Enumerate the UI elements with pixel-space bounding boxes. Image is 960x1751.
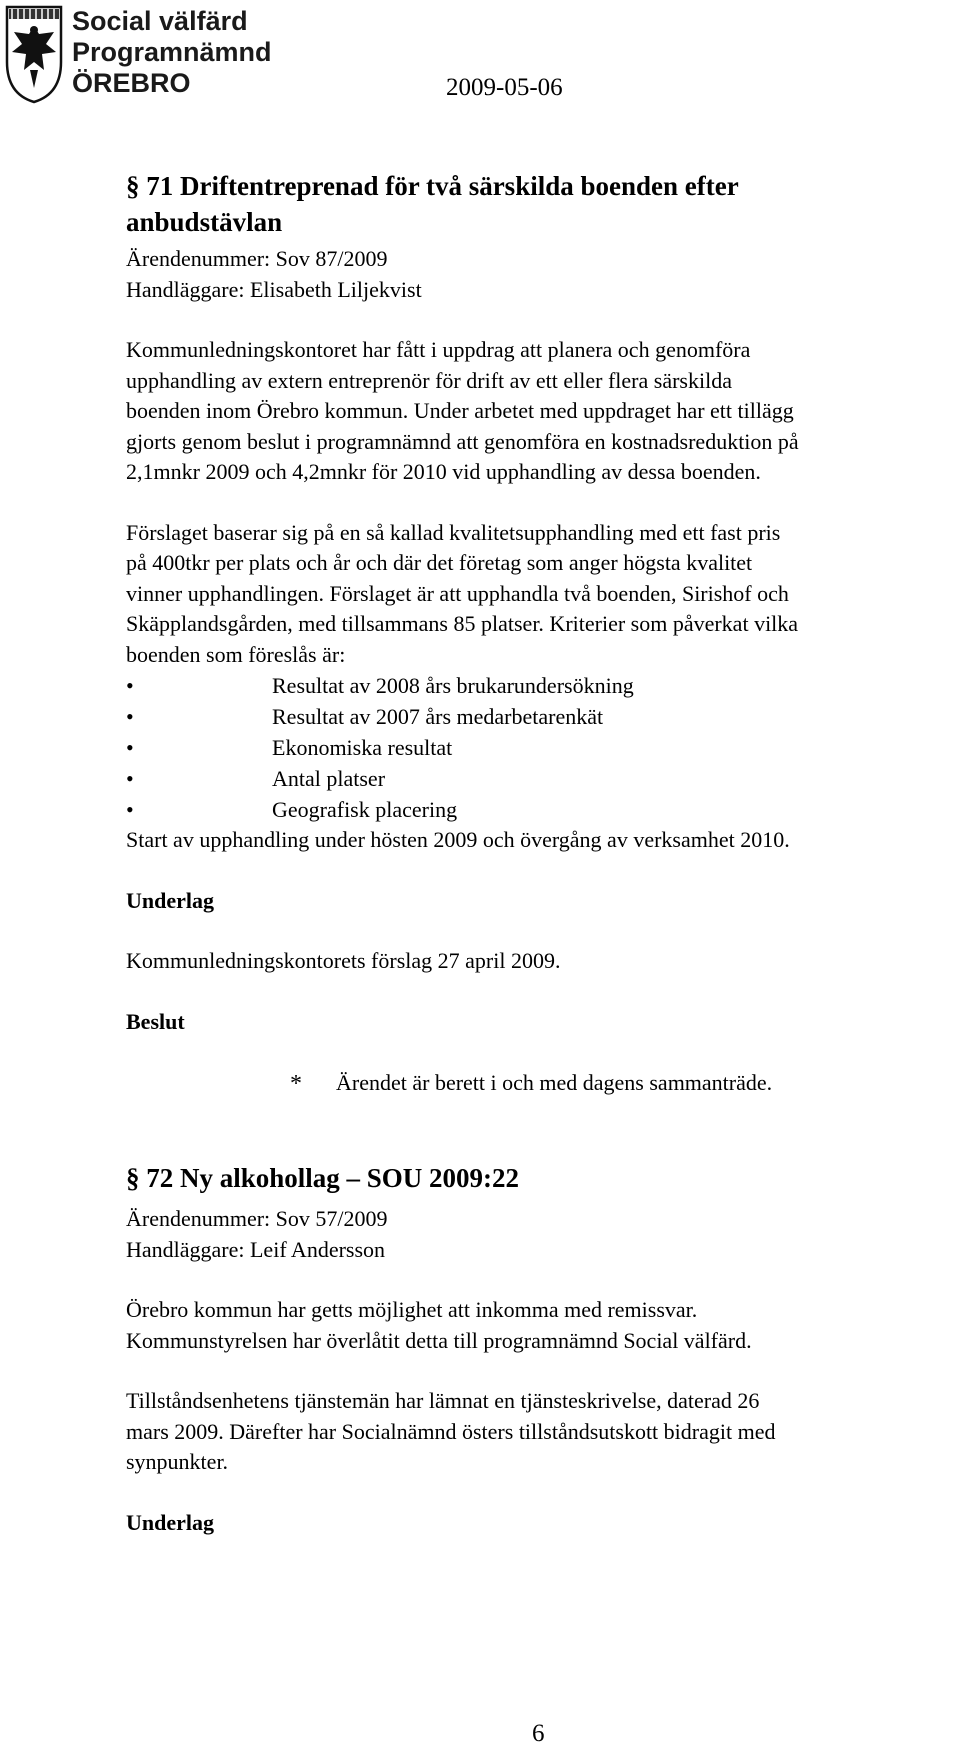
paragraph-line: på 400tkr per plats och år och där det företag som anger högsta kvalitet: [126, 550, 753, 575]
paragraph-line: boenden inom Örebro kommun. Under arbetet med uppdraget har ett tillägg: [126, 398, 794, 423]
orebro-coat-of-arms-icon: [4, 4, 64, 104]
bullet-icon: •: [126, 735, 134, 760]
section-71-title: [126, 168, 946, 204]
paragraph-line: gjorts genom beslut i programnämnd att genomföra en kostnadsreduktion på: [126, 428, 799, 454]
section-symbol: §: [126, 1163, 140, 1193]
paragraph-line: boenden som föreslås är:: [126, 641, 346, 667]
section-72-case-number: Ärendenummer: Sov 57/2009: [126, 1206, 388, 1231]
section-72-title: [126, 1160, 946, 1196]
paragraph-line: upphandling av extern entreprenör för drift av ett eller flera särskilda: [126, 367, 732, 393]
paragraph-line: Förslaget baserar sig på en så kallad kvalitetsupphandling med ett fast pris: [126, 519, 781, 545]
list-item: [126, 670, 946, 701]
page-header: [0, 0, 960, 120]
section-71-paragraph-2: [126, 518, 946, 671]
list-item-text: Antal platser: [272, 766, 386, 791]
paragraph-line: 2,1mnkr 2009 och 4,2mnkr för 2010 vid upphandling av dessa boenden.: [126, 459, 761, 484]
list-item: [126, 794, 946, 825]
list-item: [126, 732, 946, 763]
bullet-icon: •: [126, 797, 134, 822]
section-72-paragraph-2: [126, 1386, 946, 1478]
list-item: [126, 763, 946, 794]
section-72-paragraph-1: [126, 1295, 946, 1356]
paragraph-line: Örebro kommun har getts möjlighet att inkomma med remissvar.: [126, 1297, 698, 1322]
asterisk-icon: *: [290, 1071, 302, 1097]
list-item: [126, 701, 946, 732]
org-name-line1: Social välfärd: [72, 6, 248, 36]
section-72-handler: Handläggare: Leif Andersson: [126, 1236, 386, 1262]
document-body: [126, 168, 946, 1538]
paragraph-line: Skäpplandsgården, med tillsammans 85 platser. Kriterier som påverkat vilka: [126, 611, 799, 636]
section-71-closing: Start av upphandling under hösten 2009 och övergång av verksamhet 2010.: [126, 827, 790, 852]
section-72: [126, 1160, 946, 1538]
section-71-title-line2: anbudstävlan: [126, 207, 283, 237]
list-item-text: Ekonomiska resultat: [272, 735, 453, 760]
beslut-text: Ärendet är berett i och med dagens sammanträde.: [336, 1070, 773, 1095]
criteria-list: [126, 670, 946, 825]
underlag-heading: Underlag: [126, 1509, 214, 1535]
page-number: 6: [532, 1720, 545, 1747]
section-72-title-text: 72 Ny alkohollag – SOU 2009:22: [146, 1163, 520, 1193]
section-symbol: §: [126, 171, 140, 201]
bullet-icon: •: [126, 704, 134, 729]
org-name-line3: ÖREBRO: [72, 68, 191, 98]
organization-logo-text: [72, 6, 272, 99]
paragraph-line: Kommunledningskontoret har fått i uppdrag att planera och genomföra: [126, 337, 751, 362]
underlag-heading: Underlag: [126, 887, 214, 913]
paragraph-line: vinner upphandlingen. Förslaget är att upphandla två boenden, Sirishof och: [126, 580, 789, 606]
beslut-heading: Beslut: [126, 1008, 185, 1034]
org-name-line2: Programnämnd: [72, 37, 272, 67]
paragraph-line: synpunkter.: [126, 1449, 229, 1474]
list-item-text: Geografisk placering: [272, 797, 458, 822]
document-date: 2009-05-06: [446, 74, 563, 101]
paragraph-line: mars 2009. Därefter har Socialnämnd östers tillståndsutskott bidragit med: [126, 1418, 776, 1444]
list-item-text: Resultat av 2008 års brukarundersökning: [272, 673, 634, 698]
paragraph-line: Tillståndsenhetens tjänstemän har lämnat en tjänsteskrivelse, daterad 26: [126, 1388, 760, 1413]
paragraph-line: Kommunstyrelsen har överlåtit detta till programnämnd Social välfärd.: [126, 1327, 752, 1353]
section-71-paragraph-1: [126, 335, 946, 488]
beslut-item: [126, 1067, 946, 1098]
list-item-text: Resultat av 2007 års medarbetarenkät: [272, 704, 604, 729]
underlag-text: Kommunledningskontorets förslag 27 april 2009.: [126, 948, 561, 973]
section-71-title-line1: 71 Driftentreprenad för två särskilda boenden efter: [146, 171, 739, 201]
section-71-case-number: Ärendenummer: Sov 87/2009: [126, 246, 388, 271]
bullet-icon: •: [126, 766, 134, 791]
section-71: [126, 168, 946, 1098]
section-71-handler: Handläggare: Elisabeth Liljekvist: [126, 276, 422, 302]
bullet-icon: •: [126, 673, 134, 698]
